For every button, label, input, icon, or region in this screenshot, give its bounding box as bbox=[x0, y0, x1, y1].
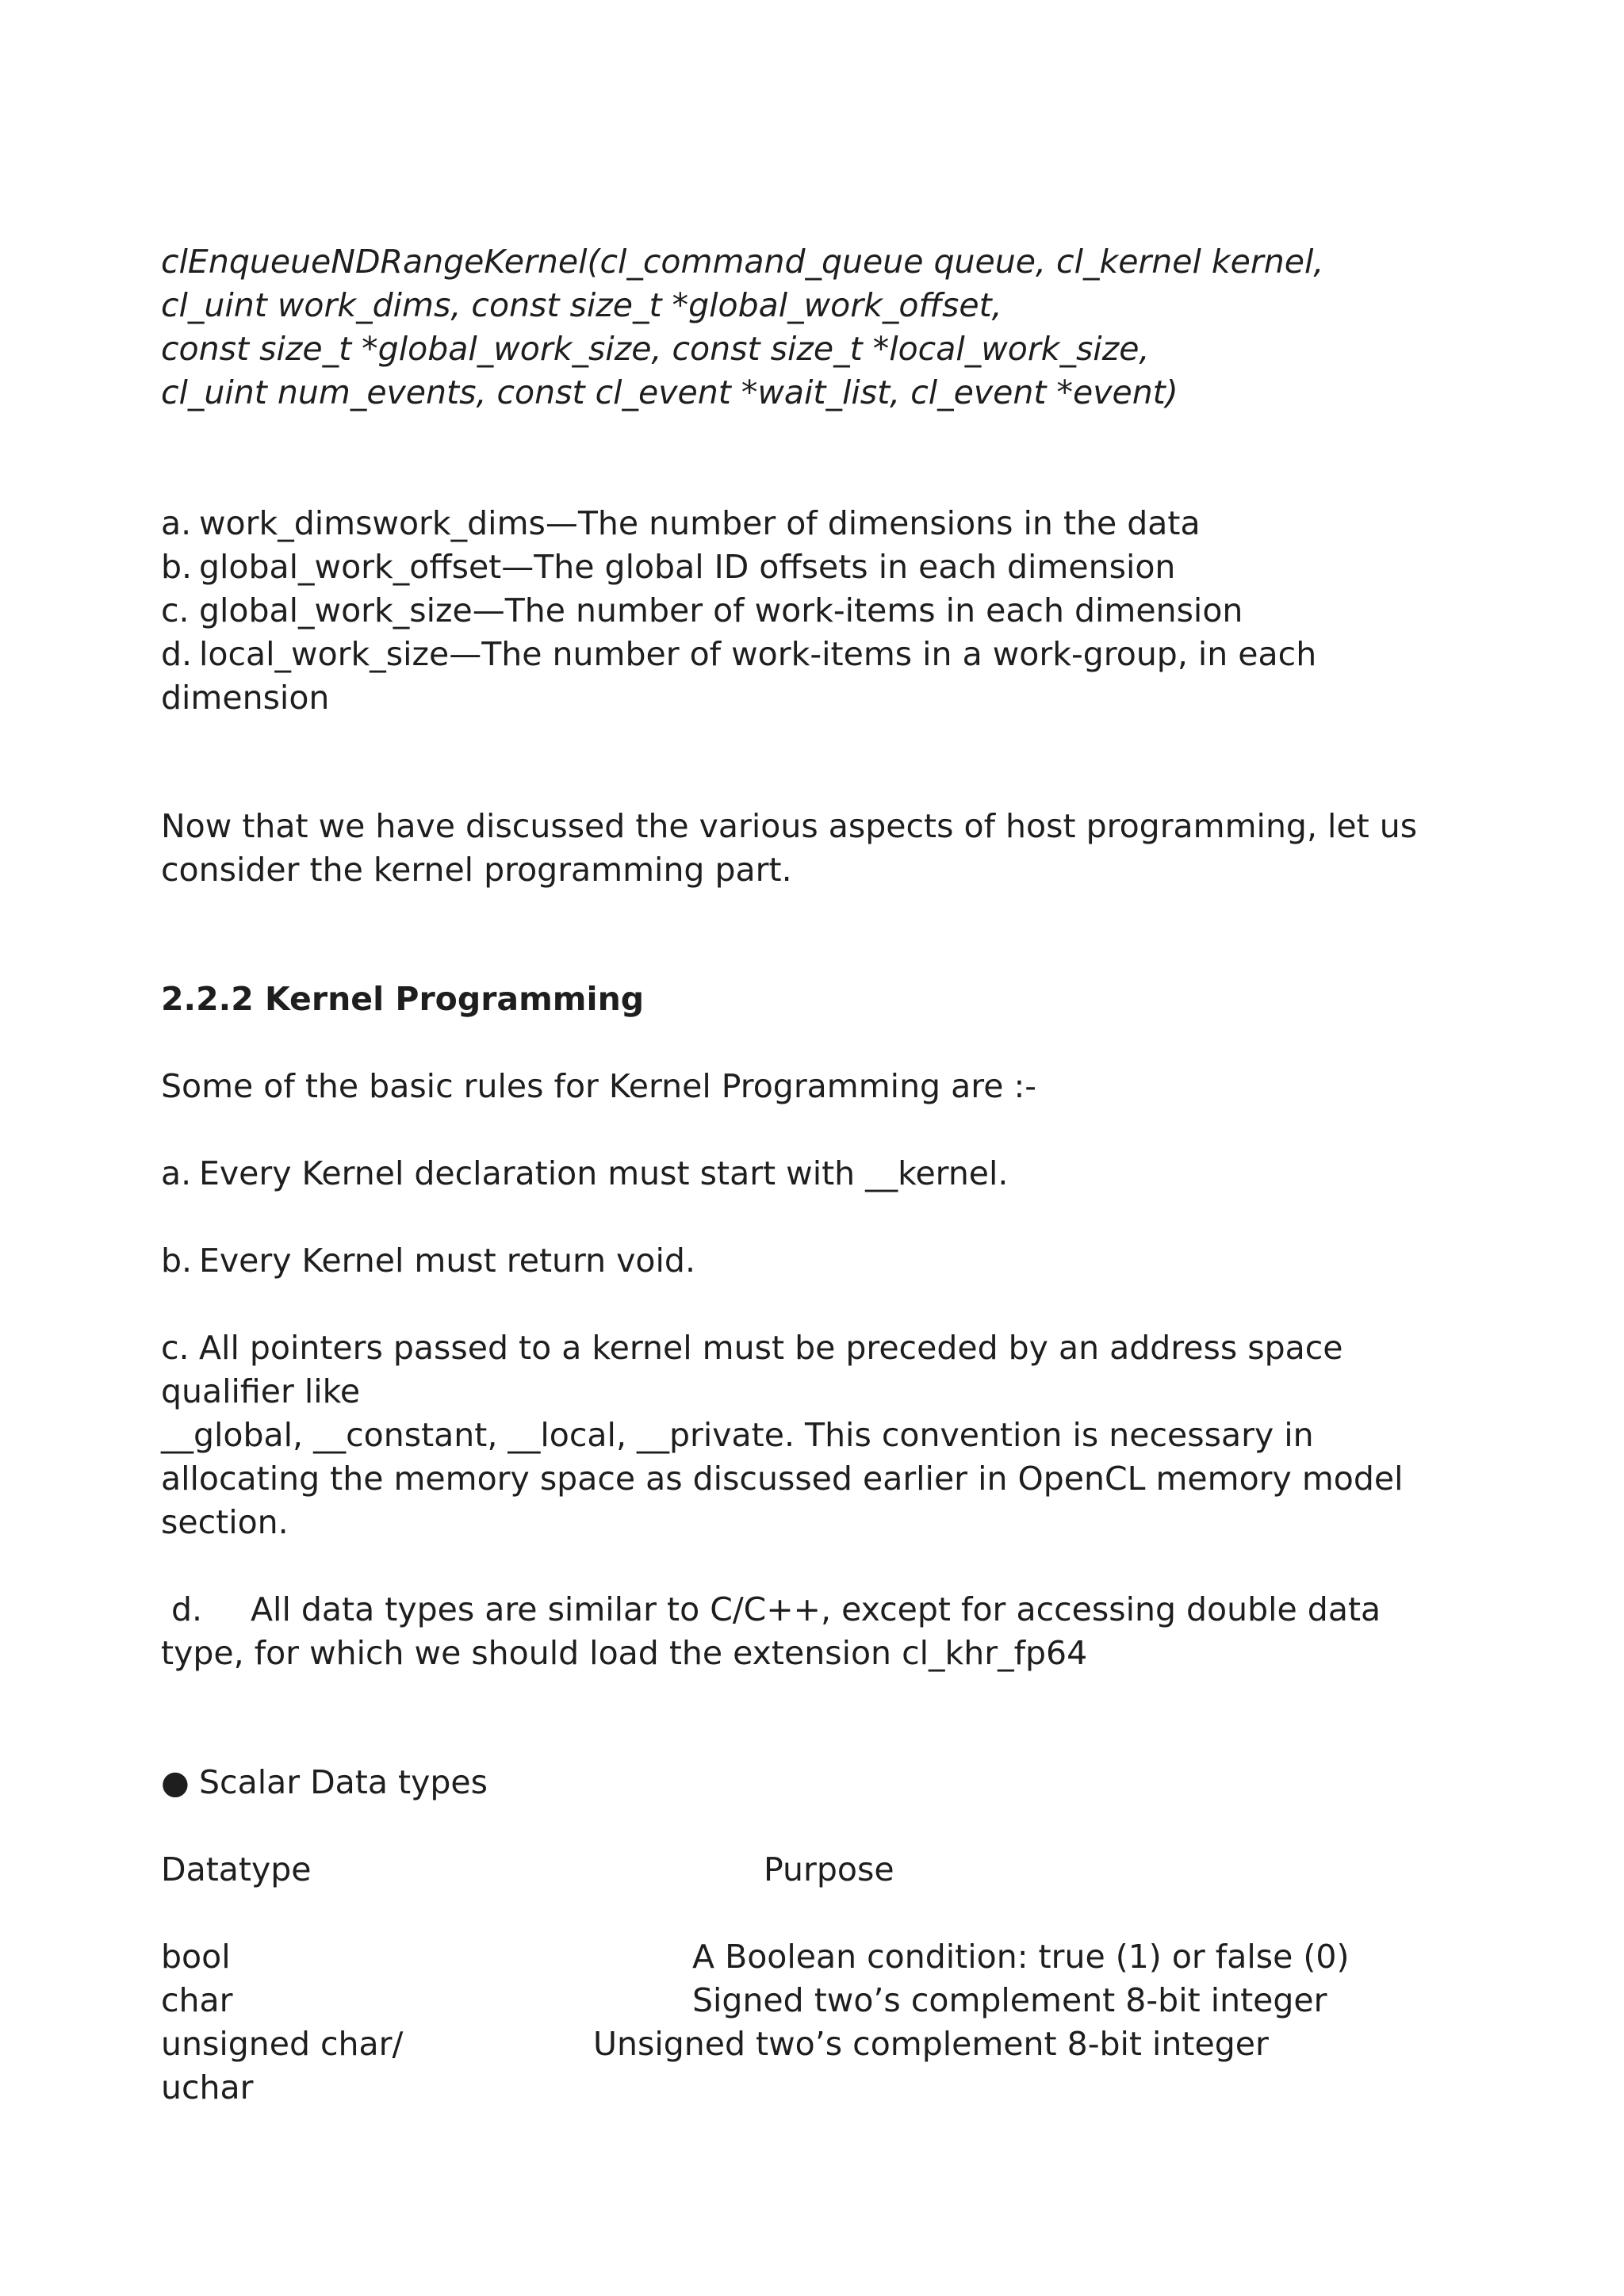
table-cell-purpose: Unsigned two’s complement 8-bit integer bbox=[593, 2025, 1269, 2063]
rule-item-a bbox=[161, 1154, 1009, 1192]
paragraph-line: Now that we have discussed the various aspects of host programming, let us bbox=[161, 807, 1418, 845]
table-cell-purpose: A Boolean condition: true (1) or false (0) bbox=[692, 1938, 1350, 1976]
list-marker: a. bbox=[161, 1154, 192, 1192]
signature-line: const size_t *global_work_size, const size_t *local_work_size, bbox=[161, 330, 1150, 368]
rules-intro: Some of the basic rules for Kernel Programming are :- bbox=[161, 1067, 1037, 1105]
param-text: global_work_offset—The global ID offsets in each dimension bbox=[199, 548, 1176, 586]
table-cell-datatype: char bbox=[161, 1981, 233, 2019]
list-marker: a. bbox=[161, 504, 192, 542]
rule-text: Every Kernel declaration must start with __kernel. bbox=[199, 1154, 1009, 1192]
param-text: global_work_size—The number of work-items in each dimension bbox=[199, 591, 1243, 629]
rule-text: type, for which we should load the extension cl_khr_fp64 bbox=[161, 1634, 1088, 1672]
table-cell-datatype: bool bbox=[161, 1938, 231, 1976]
rule-text: section. bbox=[161, 1503, 289, 1541]
rule-item-d bbox=[171, 1590, 1381, 1628]
param-continuation: dimension bbox=[161, 679, 330, 717]
param-text: local_work_size—The number of work-items in a work-group, in each bbox=[199, 635, 1317, 673]
rule-text: qualifier like bbox=[161, 1372, 361, 1410]
table-header-purpose: Purpose bbox=[764, 1850, 894, 1888]
param-item bbox=[161, 504, 1201, 542]
list-marker: c. bbox=[161, 591, 190, 629]
signature-line: cl_uint num_events, const cl_event *wait_list, cl_event *event) bbox=[161, 373, 1178, 411]
list-marker: d. bbox=[161, 635, 193, 673]
signature-line: clEnqueueNDRangeKernel(cl_command_queue queue, cl_kernel kernel, bbox=[161, 243, 1324, 281]
list-marker: c. bbox=[161, 1329, 190, 1367]
bullet-icon: ● bbox=[161, 1763, 190, 1801]
param-text: work_dimswork_dims—The number of dimensions in the data bbox=[199, 504, 1201, 542]
scalar-bullet-item bbox=[161, 1763, 488, 1801]
param-item bbox=[161, 548, 1176, 586]
rule-text: All data types are similar to C/C++, except for accessing double data bbox=[251, 1590, 1381, 1628]
list-marker: b. bbox=[161, 548, 193, 586]
rule-text: Every Kernel must return void. bbox=[199, 1242, 695, 1280]
table-cell-datatype-continuation: uchar bbox=[161, 2068, 254, 2107]
list-marker: b. bbox=[161, 1242, 193, 1280]
param-item bbox=[161, 591, 1243, 629]
param-item bbox=[161, 635, 1317, 673]
section-heading: 2.2.2 Kernel Programming bbox=[161, 980, 645, 1018]
paragraph-line: consider the kernel programming part. bbox=[161, 851, 792, 889]
rule-text: __global, __constant, __local, __private. This convention is necessary in bbox=[161, 1416, 1314, 1454]
table-cell-purpose: Signed two’s complement 8-bit integer bbox=[692, 1981, 1327, 2019]
rule-text: All pointers passed to a kernel must be preceded by an address space bbox=[199, 1329, 1343, 1367]
scalar-heading: Scalar Data types bbox=[199, 1763, 488, 1801]
signature-line: cl_uint work_dims, const size_t *global_work_offset, bbox=[161, 286, 1002, 324]
rule-text: allocating the memory space as discussed earlier in OpenCL memory model bbox=[161, 1460, 1404, 1498]
table-cell-datatype: unsigned char/ bbox=[161, 2025, 404, 2063]
rule-item-c bbox=[161, 1329, 1343, 1367]
rule-item-b bbox=[161, 1242, 695, 1280]
list-marker: d. bbox=[171, 1590, 203, 1628]
table-header-datatype: Datatype bbox=[161, 1850, 312, 1888]
